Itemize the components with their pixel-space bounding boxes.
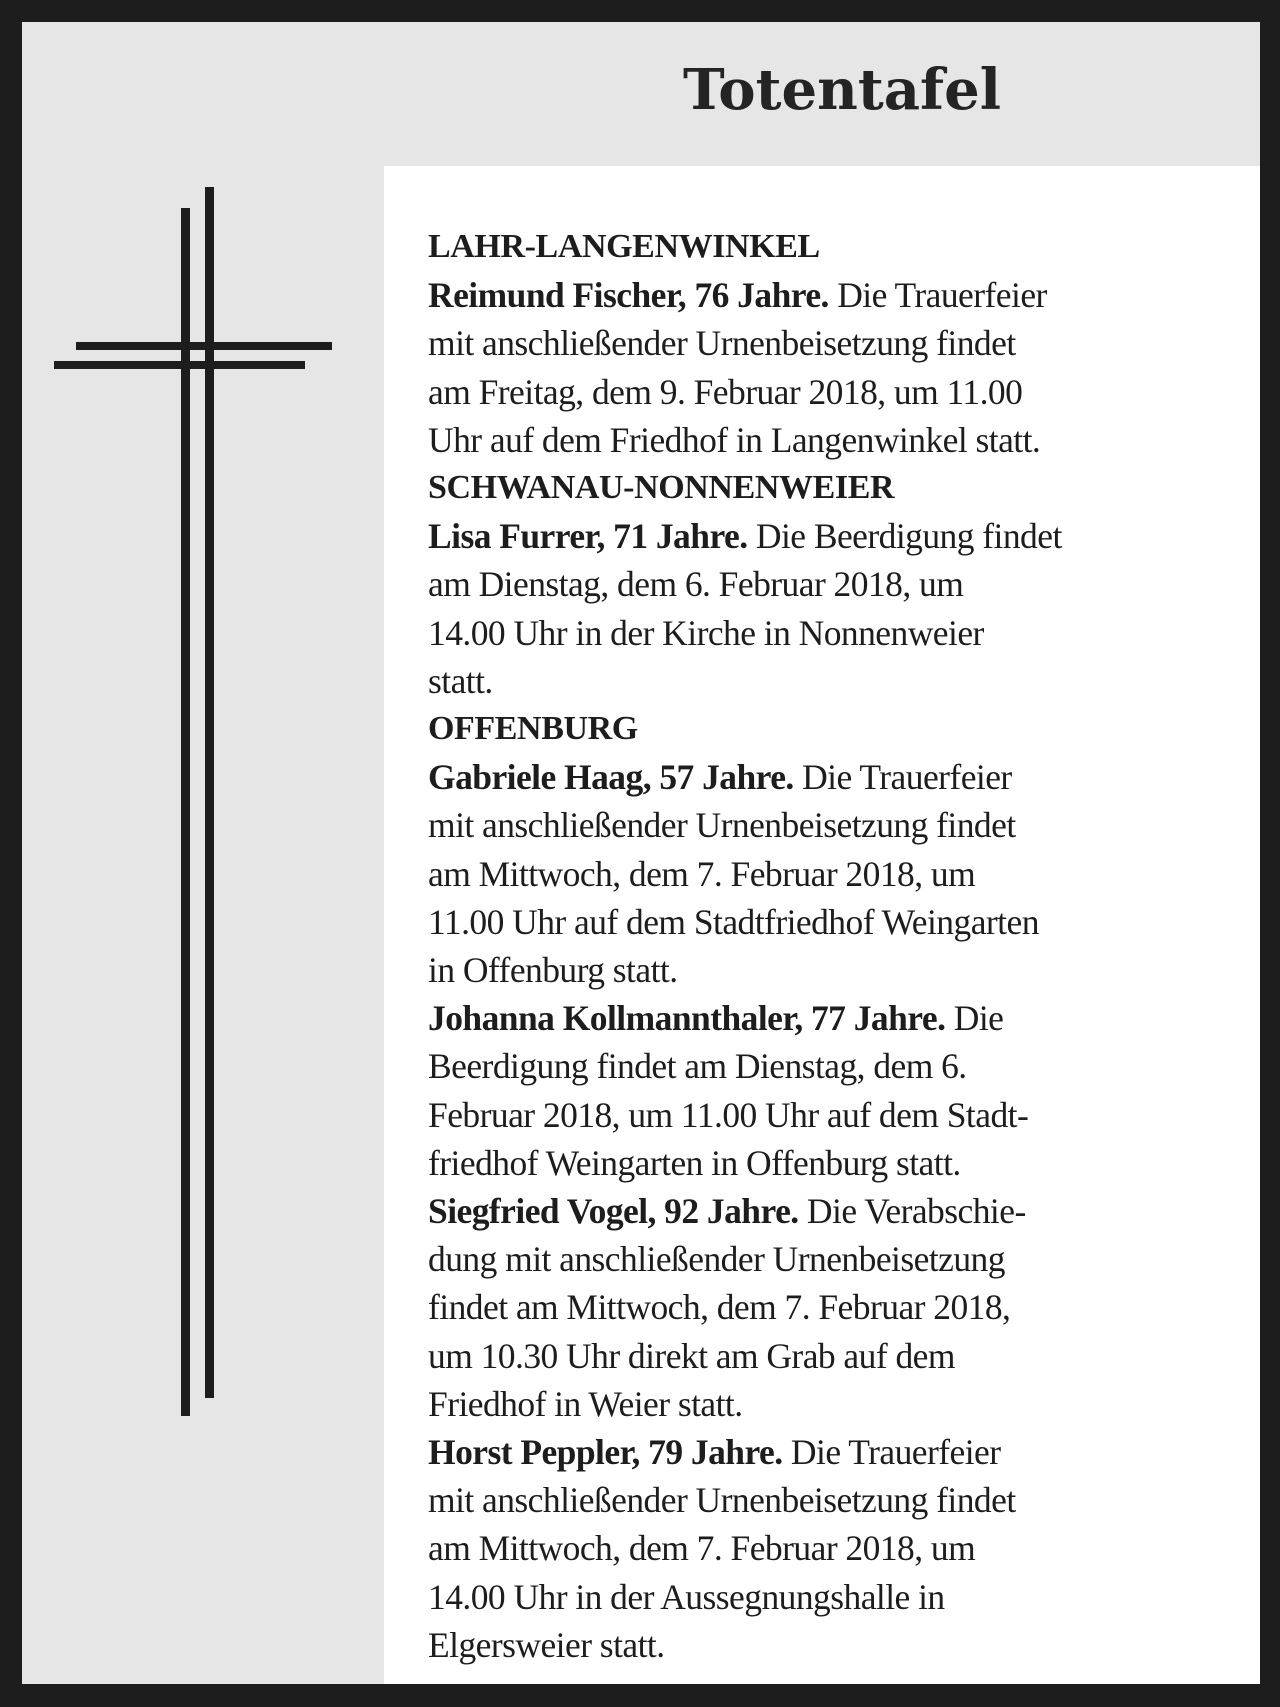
location-heading: LAHR-LANGENWINKEL	[428, 228, 820, 265]
page-title: Totentafel	[683, 57, 1001, 123]
notice-entry	[428, 1428, 1228, 1476]
notice-text: Die Verabschie-	[798, 1191, 1026, 1232]
notice-text: 11.00 Uhr auf dem Stadtfriedhof Weingarten	[428, 901, 1039, 942]
cross-horizontal-upper	[76, 342, 332, 350]
notice-text: am Freitag, dem 9. Februar 2018, um 11.00	[428, 371, 1023, 412]
notice-text: Februar 2018, um 11.00 Uhr auf dem Stadt-	[428, 1094, 1029, 1135]
notice-content	[384, 166, 1260, 1684]
deceased-name-age: Johanna Kollmannthaler, 77 Jahre.	[428, 998, 946, 1039]
deceased-name-age: Horst Peppler, 79 Jahre.	[428, 1432, 783, 1473]
notice-text: friedhof Weingarten in Offenburg statt.	[428, 1142, 961, 1183]
notice-text: Uhr auf dem Friedhof in Langenwinkel statt.	[428, 419, 1041, 460]
notice-text: am Dienstag, dem 6. Februar 2018, um	[428, 564, 964, 605]
notice-text: um 10.30 Uhr direkt am Grab auf dem	[428, 1335, 955, 1376]
location-heading: SCHWANAU-NONNENWEIER	[428, 469, 895, 507]
notice-text: dung mit anschließender Urnenbeisetzung	[428, 1239, 1005, 1280]
deceased-name-age: Siegfried Vogel, 92 Jahre.	[428, 1191, 799, 1232]
notice-text: 14.00 Uhr in der Kirche in Nonnenweier	[428, 612, 984, 653]
notice-text: mit anschließender Urnenbeisetzung findet	[428, 805, 1016, 846]
cross-icon	[54, 164, 334, 1414]
notice-text: Elgersweier statt.	[428, 1624, 665, 1665]
notice-text: am Mittwoch, dem 7. Februar 2018, um	[428, 853, 976, 894]
notice-text: Die Trauerfeier	[828, 275, 1047, 316]
deceased-name-age: Lisa Furrer, 71 Jahre.	[428, 516, 748, 557]
notice-list	[428, 223, 1228, 1669]
location-heading: OFFENBURG	[428, 710, 638, 748]
notice-entry	[428, 1187, 1228, 1235]
notice-text: 14.00 Uhr in der Aussegnungshalle in	[428, 1576, 945, 1617]
notice-text: mit anschließender Urnenbeisetzung findet	[428, 1480, 1016, 1521]
deceased-name-age: Reimund Fischer, 76 Jahre.	[428, 275, 829, 316]
notice-text: Friedhof in Weier statt.	[428, 1383, 743, 1424]
notice-text: Beerdigung findet am Dienstag, dem 6.	[428, 1046, 967, 1087]
deceased-name-age: Gabriele Haag, 57 Jahre.	[428, 757, 794, 798]
notice-entry	[428, 512, 1228, 560]
cross-horizontal-lower	[54, 361, 305, 369]
notice-entry	[428, 753, 1228, 801]
totentafel-panel	[22, 22, 1260, 1684]
notice-text: findet am Mittwoch, dem 7. Februar 2018,	[428, 1287, 1011, 1328]
notice-text: am Mittwoch, dem 7. Februar 2018, um	[428, 1528, 976, 1569]
notice-text: Die Trauerfeier	[782, 1432, 1001, 1473]
notice-text: Die Trauerfeier	[793, 757, 1012, 798]
notice-text: mit anschließender Urnenbeisetzung findet	[428, 323, 1016, 364]
notice-text: statt.	[428, 660, 493, 701]
notice-text: Die Beerdigung findet	[747, 516, 1062, 557]
notice-text: in Offenburg statt.	[428, 950, 678, 991]
cross-vertical-short	[181, 208, 190, 1416]
notice-entry	[428, 271, 1228, 319]
notice-entry	[428, 994, 1228, 1042]
notice-text: Die	[945, 998, 1004, 1039]
